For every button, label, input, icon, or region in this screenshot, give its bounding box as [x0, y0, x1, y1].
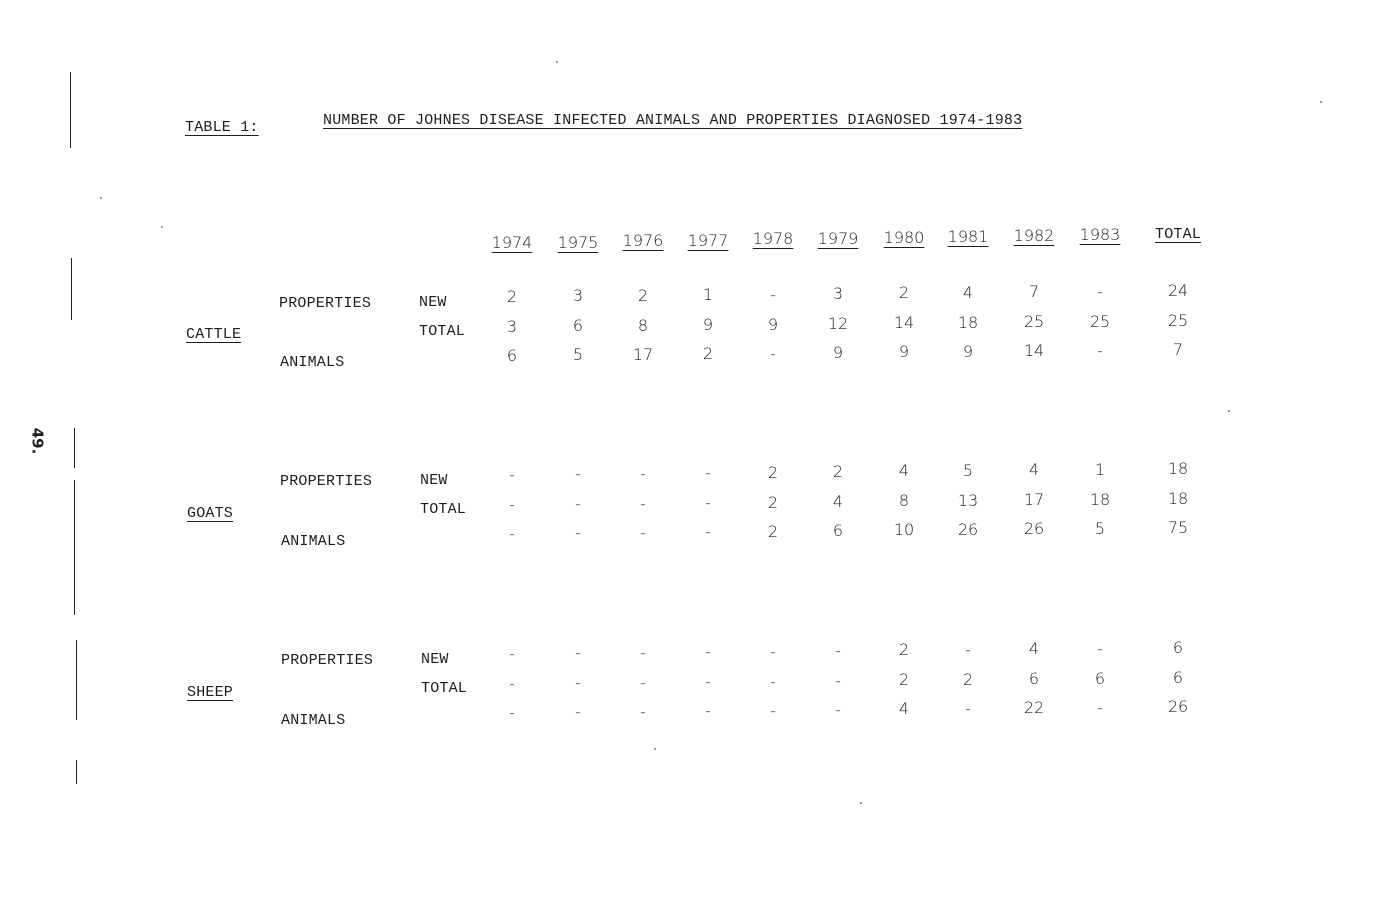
table-cell: 25 [1023, 312, 1045, 331]
table-cell: - [705, 701, 711, 720]
row-label-properties: PROPERTIES [281, 652, 374, 669]
table-cell: 4 [832, 492, 844, 511]
table-cell: - [705, 672, 711, 691]
table-cell: 2 [767, 493, 779, 512]
table-cell: - [770, 285, 776, 304]
table-cell: - [705, 522, 711, 541]
row-label-total: TOTAL [420, 501, 467, 518]
table-cell: 4 [962, 283, 974, 302]
row-label-new: NEW [421, 651, 449, 668]
table-cell: 22 [1023, 698, 1045, 717]
table-cell: 18 [957, 313, 979, 332]
table-cell: - [509, 495, 515, 514]
table-title: NUMBER OF JOHNES DISEASE INFECTED ANIMALS AND PROPERTIES DIAGNOSED 1974-1983 [323, 112, 1023, 129]
row-label-total: TOTAL [421, 680, 468, 697]
row-label-animals: ANIMALS [281, 533, 346, 550]
table-cell: 6 [1028, 669, 1040, 688]
year-header: 1977 [687, 231, 729, 250]
margin-rule [76, 760, 77, 784]
table-cell: 2 [702, 344, 714, 363]
table-cell: - [705, 463, 711, 482]
table-cell: 13 [957, 491, 979, 510]
row-label-animals: ANIMALS [280, 354, 345, 371]
table-cell: - [770, 344, 776, 363]
table-cell: - [1097, 639, 1103, 658]
table-cell: 2 [898, 283, 910, 302]
year-header: 1983 [1079, 225, 1121, 244]
species-label-sheep: SHEEP [187, 684, 234, 701]
table-cell: 75 [1167, 518, 1189, 537]
year-header: 1974 [491, 233, 533, 252]
table-cell: - [640, 523, 646, 542]
table-cell: 18 [1167, 459, 1189, 478]
table-cell: - [575, 643, 581, 662]
table-cell: 9 [898, 342, 910, 361]
table-cell: 6 [832, 521, 844, 540]
table-cell: 2 [506, 287, 518, 306]
table-cell: 26 [1023, 519, 1045, 538]
table-cell: 2 [832, 462, 844, 481]
table-cell: 17 [632, 345, 654, 364]
table-cell: - [575, 702, 581, 721]
table-cell: - [835, 671, 841, 690]
table-cell: 5 [572, 345, 584, 364]
table-cell: 6 [1094, 669, 1106, 688]
table-cell: - [640, 643, 646, 662]
scan-speck [100, 197, 102, 199]
species-label-cattle: CATTLE [186, 326, 242, 343]
table-cell: 9 [962, 342, 974, 361]
table-cell: - [640, 702, 646, 721]
year-header: 1976 [622, 231, 664, 250]
table-cell: 7 [1028, 282, 1040, 301]
table-cell: - [835, 641, 841, 660]
total-header: TOTAL [1154, 226, 1202, 243]
margin-rule [70, 72, 71, 148]
table-cell: 4 [1028, 460, 1040, 479]
table-cell: - [640, 464, 646, 483]
table-cell: - [575, 523, 581, 542]
table-label: TABLE 1: [185, 119, 259, 136]
scan-speck [1228, 410, 1230, 412]
table-cell: - [1097, 282, 1103, 301]
page-number: 49. [28, 427, 47, 455]
table-cell: 25 [1089, 312, 1111, 331]
table-cell: 4 [898, 461, 910, 480]
table-cell: 24 [1167, 281, 1189, 300]
scan-speck [556, 61, 558, 63]
row-label-properties: PROPERTIES [280, 473, 373, 490]
table-cell: 1 [1094, 460, 1106, 479]
year-header: 1981 [947, 227, 989, 246]
table-cell: 3 [832, 284, 844, 303]
table-cell: 14 [1023, 341, 1045, 360]
margin-rule [76, 640, 77, 720]
year-header: 1980 [883, 228, 925, 247]
table-cell: 25 [1167, 311, 1189, 330]
table-cell: 4 [1028, 639, 1040, 658]
table-cell: - [509, 703, 515, 722]
year-header: 1979 [817, 229, 859, 248]
table-cell: 9 [832, 343, 844, 362]
table-cell: 3 [572, 286, 584, 305]
table-cell: 1 [702, 285, 714, 304]
table-cell: 3 [506, 317, 518, 336]
table-cell: - [705, 493, 711, 512]
table-cell: - [770, 701, 776, 720]
table-cell: - [575, 464, 581, 483]
table-cell: 2 [898, 670, 910, 689]
species-label-goats: GOATS [187, 505, 234, 522]
table-cell: 18 [1167, 489, 1189, 508]
table-cell: 2 [962, 670, 974, 689]
year-header: 1978 [752, 229, 794, 248]
table-cell: 5 [962, 461, 974, 480]
margin-rule [74, 428, 75, 468]
table-cell: - [965, 699, 971, 718]
table-cell: - [640, 673, 646, 692]
table-cell: 12 [827, 314, 849, 333]
table-cell: - [965, 640, 971, 659]
table-cell: - [509, 465, 515, 484]
row-label-new: NEW [419, 294, 447, 311]
table-cell: 5 [1094, 519, 1106, 538]
table-cell: 2 [898, 640, 910, 659]
scan-speck [161, 226, 163, 228]
table-cell: 18 [1089, 490, 1111, 509]
year-header: 1975 [557, 233, 599, 252]
table-cell: 6 [1172, 668, 1184, 687]
table-cell: - [770, 642, 776, 661]
table-cell: - [575, 494, 581, 513]
table-cell: - [509, 524, 515, 543]
table-cell: 10 [893, 520, 915, 539]
table-cell: - [705, 642, 711, 661]
table-cell: 9 [767, 315, 779, 334]
row-label-total: TOTAL [419, 323, 466, 340]
row-label-new: NEW [420, 472, 448, 489]
table-cell: 9 [702, 315, 714, 334]
margin-rule [71, 258, 72, 320]
table-cell: - [835, 700, 841, 719]
table-cell: - [640, 494, 646, 513]
row-label-animals: ANIMALS [281, 712, 346, 729]
scan-speck [654, 748, 656, 750]
table-cell: 2 [767, 463, 779, 482]
table-cell: - [770, 672, 776, 691]
table-cell: 14 [893, 313, 915, 332]
table-cell: 2 [637, 286, 649, 305]
table-cell: - [509, 674, 515, 693]
table-cell: - [509, 644, 515, 663]
table-cell: 6 [506, 346, 518, 365]
table-cell: 2 [767, 522, 779, 541]
table-cell: 17 [1023, 490, 1045, 509]
table-cell: - [1097, 698, 1103, 717]
table-cell: 26 [1167, 697, 1189, 716]
table-cell: 6 [1172, 638, 1184, 657]
year-header: 1982 [1013, 226, 1055, 245]
table-cell: - [575, 673, 581, 692]
scan-speck [1320, 101, 1322, 103]
table-cell: 26 [957, 520, 979, 539]
row-label-properties: PROPERTIES [279, 295, 372, 312]
table-cell: 6 [572, 316, 584, 335]
table-cell: 4 [898, 699, 910, 718]
scan-speck [860, 802, 862, 804]
table-cell: 8 [898, 491, 910, 510]
table-cell: 7 [1172, 340, 1184, 359]
table-cell: - [1097, 341, 1103, 360]
margin-rule [74, 480, 75, 615]
table-cell: 8 [637, 316, 649, 335]
